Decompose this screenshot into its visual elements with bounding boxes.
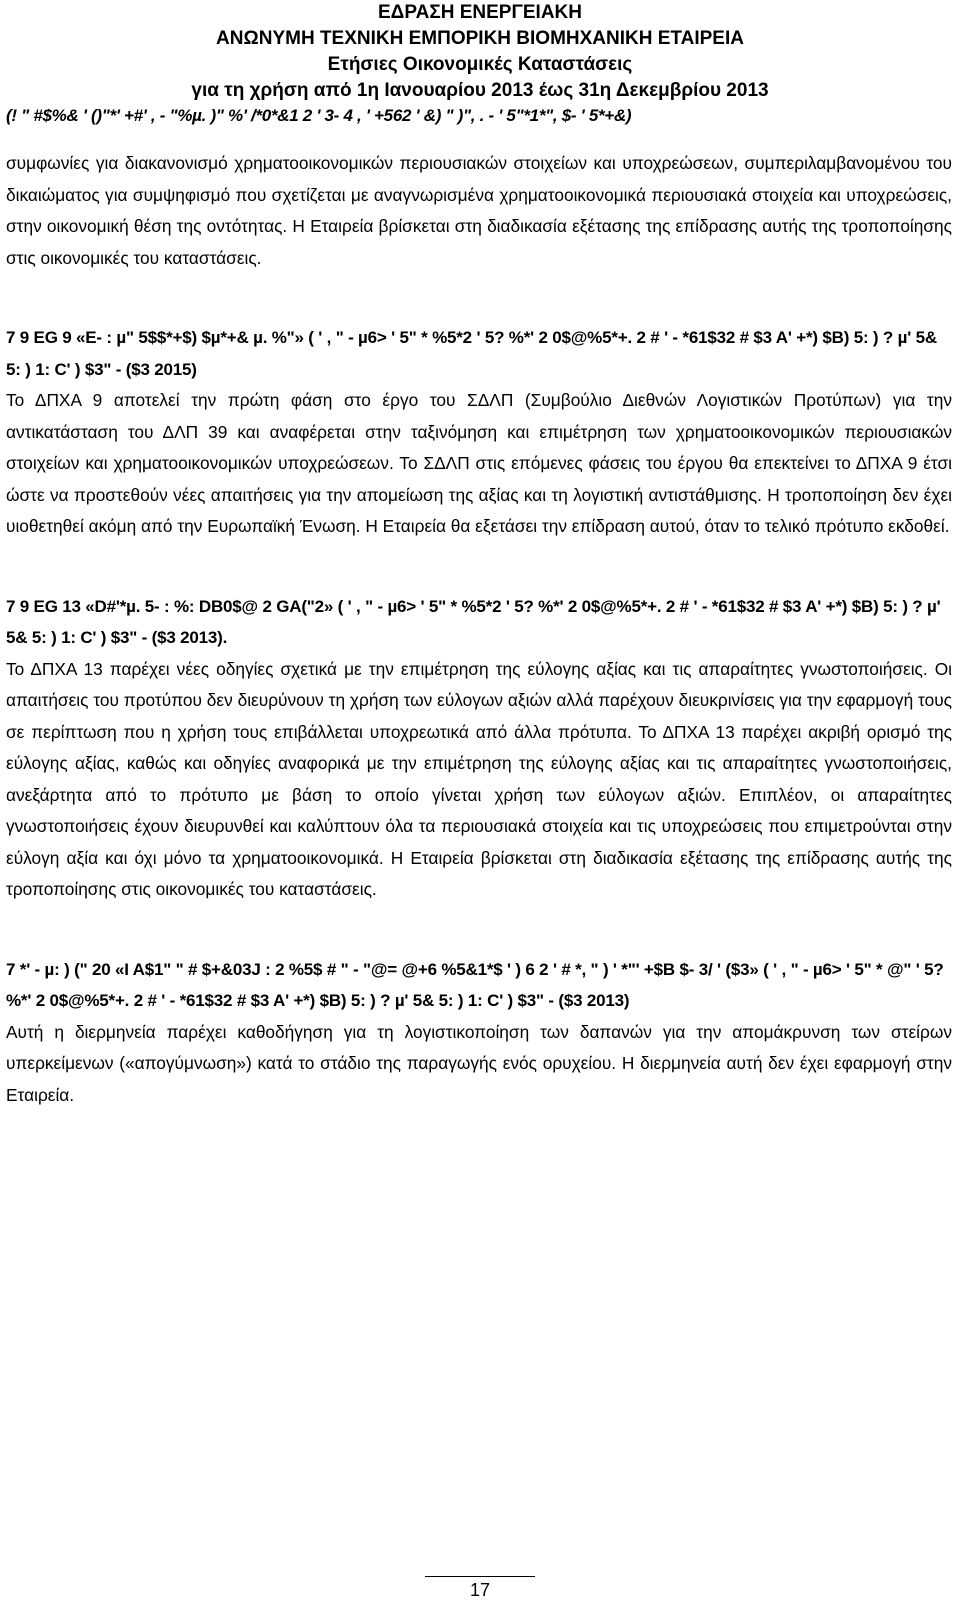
page-content [6, 148, 952, 1111]
section-heading-ifrs9: 7 9 EG 9 «E- : µ" 5$$*+$) $µ*+& µ. %"» ( ' , " - µ6> ' 5" * %5*2 ' 5? %*' 2 0$@%5*+. 2 # ' - *61$32 # $3 A' +*) $B) 5: ) ? µ' 5& 5: ) 1: C' ) $3" - ($3 2015) [6, 328, 937, 379]
report-period: για τη χρήση από 1η Ιανουαρίου 2013 έως 31η Δεκεμβρίου 2013 [191, 80, 769, 101]
page-header [0, 0, 960, 128]
company-name-line: ΕΔΡΑΣΗ ΕΝΕΡΓΕΙΑΚΗ [378, 2, 582, 23]
section-heading-ifrs13: 7 9 EG 13 «D#'*µ. 5- : %: DB0$@ 2 GA("2» ( ' , " - µ6> ' 5" * %5*2 ' 5? %*' 2 0$@%5*+. 2 # ' - *61$32 # $3 A' +*) $B) 5: ) ? µ' 5& 5: ) 1: C' ) $3" - ($3 2013). [6, 596, 941, 647]
company-type-line: ΑΝΩΝΥΜΗ ΤΕΧΝΙΚΗ ΕΜΠΟΡΙΚΗ ΒΙΟΜΗΧΑΝΙΚΗ ΕΤΑΙΡΕΙΑ [216, 28, 744, 49]
page-number: 17 [469, 1580, 491, 1600]
paragraph-ifric20: Αυτή η διερμηνεία παρέχει καθοδήγηση για τη λογιστικοποίηση των δαπανών για την απομάκρυνση των στείρων υπερκείμενων («απογύμνωση») κατά το στάδιο της παραγωγής ενός ορυχείου. Η διερμηνεία αυτή δεν έχει εφαρμογή στην Εταιρεία. [6, 1021, 952, 1105]
paragraph-ifrs13: Το ΔΠΧΑ 13 παρέχει νέες οδηγίες σχετικά με την επιμέτρηση της εύλογης αξίας και τις απαραίτητες γνωστοποιήσεις. Οι απαιτήσεις του προτύπου δεν διευρύνουν τη χρήση των εύλογων αξιών αλλά παρέχουν διευκρινίσεις για την εφαρμογή τους σε περίπτωση που η χρήση τους επιβάλλεται υποχρεωτικά από άλλα πρότυπα. Το ΔΠΧΑ 13 παρέχει ακριβή ορισμό της εύλογης αξίας, καθώς και οδηγίες αναφορικά με την επιμέτρηση της εύλογης αξίας και τις απαραίτητες γνωστοποιήσεις, ανεξάρτητα από το πρότυπο με βάση το οποίο γίνεται χρήση των εύλογων αξιών. Επιπλέον, οι απαραίτητες γνωστοποιήσεις έχουν διευρυνθεί και καλύπτουν όλα τα περιουσιακά στοιχεία και τις υποχρεώσεις που επιμετρούνται στην εύλογη αξία και όχι μόνο τα χρηματοοικονομικά. Η Εταιρεία βρίσκεται στη διαδικασία εξέτασης της επίδρασης αυτής της τροποποίησης στις οικονομικές του καταστάσεις. [6, 658, 952, 899]
section-heading-ifric20: 7 *' - µ: ) (" 20 «I A$1" " # $+&03J : 2 %5$ # " - "@= @+6 %5&1*$ ' ) 6 2 ' # *, " ) ' *"' +$B $- 3/ ' ($3» ( ' , " - µ6> ' 5" * @" ' 5? %*' 2 0$@%5*+. 2 # ' - *61$32 # $3 A' +*) $B) 5: ) ? µ' 5& 5: ) 1: C' ) $3" - ($3 2013) [6, 959, 944, 1010]
page-footer [0, 1568, 960, 1600]
report-title: Ετήσιες Οικονομικές Καταστάσεις [327, 54, 633, 75]
header-subtitle: (! " #$%& ' ()"*' +#' , - "%µ. )" %' /*0*&1 2 ' 3- 4 , ' +562 ' &) " )", . - ' 5"*1*", $- ' 5*+&) [6, 106, 632, 125]
paragraph-ifrs9: Το ΔΠΧΑ 9 αποτελεί την πρώτη φάση στο έργο του ΣΔΛΠ (Συμβούλιο Διεθνών Λογιστικών Προτύπων) για την αντικατάσταση του ΔΛΠ 39 και αναφέρεται στην ταξινόμηση και επιμέτρηση των χρηματοοικονομικών περιουσιακών στοιχείων και χρηματοοικονομικών υποχρεώσεων. Το ΣΔΛΠ στις επόμενες φάσεις του έργου θα επεκτείνει το ΔΠΧΑ 9 έτσι ώστε να προστεθούν νέες απαιτήσεις για την απομείωση της αξίας και τη λογιστική αντιστάθμισης. Η τροποποίηση δεν έχει υιοθετηθεί ακόμη από την Ευρωπαϊκή Ένωση. Η Εταιρεία θα εξετάσει την επίδραση αυτού, όταν το τελικό πρότυπο εκδοθεί. [6, 390, 952, 536]
footer-rule [425, 1576, 535, 1577]
paragraph-offsetting: συμφωνίες για διακανονισμό χρηματοοικονομικών περιουσιακών στοιχείων και υποχρεώσεων, συμπεριλαμβανομένου του δικαιώματος για συμψηφισμό που σχετίζεται με αναγνωρισμένα χρηματοοικονομικά περιουσιακά στοιχεία και υποχρεώσεις, στην οικονομική θέση της οντότητας. Η Εταιρεία βρίσκεται στη διαδικασία εξέτασης της επίδρασης αυτής της τροποποίησης στις οικονομικές του καταστάσεις. [6, 153, 952, 268]
